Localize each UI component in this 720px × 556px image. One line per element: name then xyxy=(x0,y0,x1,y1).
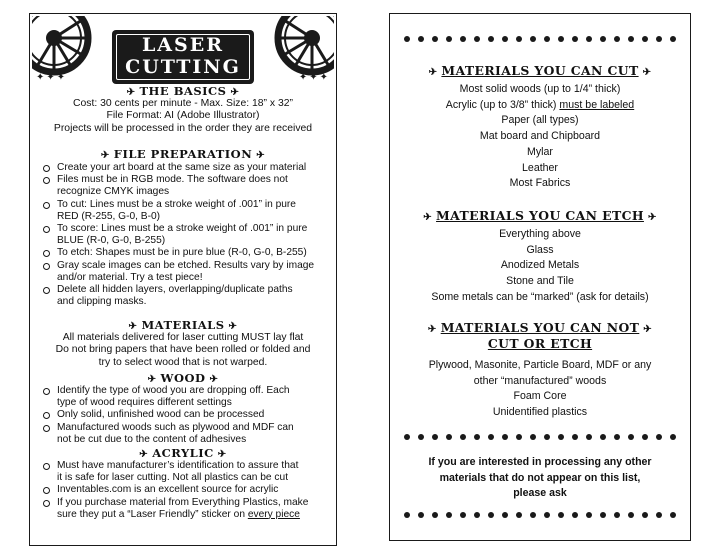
middle-dot-divider xyxy=(404,434,676,440)
plane-icon: ✈ xyxy=(228,321,238,332)
list-item: Most Fabrics xyxy=(509,177,571,190)
list-item: Acrylic (up to 3/8” thick) must be labeled xyxy=(445,98,635,111)
list-item: Create your art board at the same size as your material xyxy=(40,162,328,174)
plane-icon: ✈ xyxy=(147,374,157,385)
plane-icon: ✈ xyxy=(217,449,227,460)
acrylic-list xyxy=(40,460,328,521)
file-prep-list xyxy=(40,162,328,308)
banner-line-2: CUTTING xyxy=(125,56,241,78)
list-item: Files must be in RGB mode. The software does not recognize CMYK images xyxy=(40,174,328,198)
list-item: Must have manufacturer’s identification to assure that it is safe for laser cutting. Not all plastics can be cut xyxy=(40,460,328,484)
basics-line: Cost: 30 cents per minute - Max. Size: 18” x 32” xyxy=(72,98,294,109)
acrylic-title xyxy=(30,446,336,460)
wood-list xyxy=(40,385,328,446)
materials-title xyxy=(30,318,336,332)
closing-note xyxy=(390,455,690,502)
list-item: Everything above xyxy=(499,228,581,240)
materials-line: try to select wood that is not warped. xyxy=(98,356,268,368)
plane-icon: ✈ xyxy=(642,67,652,78)
materials-title-text: MATERIALS xyxy=(141,318,225,332)
wood-title xyxy=(30,371,336,385)
materials-line: All materials delivered for laser cutting MUST lay flat xyxy=(62,332,304,343)
list-item: Anodized Metals xyxy=(500,259,580,272)
plane-icon: ✈ xyxy=(230,87,240,98)
can-cut-title xyxy=(390,63,690,78)
cannot-title-line2 xyxy=(390,336,690,351)
laser-cutting-banner xyxy=(112,30,254,84)
note-line: materials that do not appear on this list, xyxy=(439,471,641,484)
plane-icon: ✈ xyxy=(423,212,433,223)
list-item: other “manufactured” woods xyxy=(473,374,607,387)
right-star-icon: ✦✦✦ xyxy=(298,72,330,83)
must-be-labeled-underlined: must be labeled xyxy=(559,98,635,111)
left-star-icon: ✦✦✦ xyxy=(36,72,68,83)
plane-icon: ✈ xyxy=(428,67,438,78)
list-item: Mat board and Chipboard xyxy=(479,130,601,143)
list-item: Gray scale images can be etched. Results vary by image and/or material. Try a test piece! xyxy=(40,260,328,284)
can-cut-title-text: MATERIALS YOU CAN CUT xyxy=(441,63,639,78)
plane-icon: ✈ xyxy=(128,321,138,332)
can-etch-title xyxy=(390,208,690,223)
plane-icon: ✈ xyxy=(100,150,110,161)
file-prep-title xyxy=(30,147,336,161)
list-item: Plywood, Masonite, Particle Board, MDF or any xyxy=(428,359,652,371)
plane-icon: ✈ xyxy=(427,324,437,335)
top-dot-divider xyxy=(404,36,676,42)
list-item: Foam Core xyxy=(513,390,567,403)
list-item: Most solid woods (up to 1/4” thick) xyxy=(459,83,621,95)
list-item: To etch: Shapes must be in pure blue (R-0, G-0, B-255) xyxy=(40,247,328,259)
list-item: Mylar xyxy=(527,145,553,158)
plane-icon: ✈ xyxy=(647,212,657,223)
list-item: Glass xyxy=(526,243,554,256)
basics-line: File Format: AI (Adobe Illustrator) xyxy=(106,110,260,122)
can-etch-list xyxy=(394,227,686,306)
basics-line: Projects will be processed in the order they are received xyxy=(53,122,313,134)
materials-text xyxy=(34,332,332,369)
plane-icon: ✈ xyxy=(256,150,266,161)
right-card xyxy=(389,13,691,541)
list-item: Unidentified plastics xyxy=(492,406,588,419)
list-item: Some metals can be “marked” (ask for details) xyxy=(431,290,649,303)
list-item: To cut: Lines must be a stroke weight of .001” in pure RED (R-255, G-0, B-0) xyxy=(40,199,328,223)
right-wagon-wheel-icon xyxy=(262,16,334,78)
cannot-title-line2-text: CUT OR ETCH xyxy=(487,336,593,351)
plane-icon: ✈ xyxy=(139,449,149,460)
wood-title-text: WOOD xyxy=(160,371,206,385)
list-item: To score: Lines must be a stroke weight of .001” in pure BLUE (R-0, G-0, B-255) xyxy=(40,223,328,247)
list-item: Leather xyxy=(522,161,558,174)
list-item: Inventables.com is an excellent source for acrylic xyxy=(40,484,328,496)
acrylic-title-text: ACRYLIC xyxy=(152,446,214,460)
note-line: If you are interested in processing any other xyxy=(428,456,652,468)
file-prep-title-text: FILE PREPARATION xyxy=(113,147,253,161)
basics-text xyxy=(34,98,332,135)
list-item: Paper (all types) xyxy=(501,114,579,127)
can-etch-title-text: MATERIALS YOU CAN ETCH xyxy=(436,208,644,223)
cannot-title-text: MATERIALS YOU CAN NOT xyxy=(440,320,640,335)
plane-icon: ✈ xyxy=(209,374,219,385)
basics-title-text: THE BASICS xyxy=(139,84,227,98)
cannot-list xyxy=(394,358,686,421)
list-item: Identify the type of wood you are dropping off. Each type of wood requires different settings xyxy=(40,385,328,409)
cannot-title xyxy=(390,320,690,335)
list-item: Manufactured woods such as plywood and MDF can not be cut due to the content of adhesives xyxy=(40,422,328,446)
can-cut-list xyxy=(394,82,686,192)
bottom-dot-divider xyxy=(404,512,676,518)
every-piece-underlined: every piece xyxy=(247,508,300,520)
list-item: If you purchase material from Everything Plastics, make sure they put a “Laser Friendly” sticker on every piece xyxy=(40,497,328,521)
list-item: Stone and Tile xyxy=(506,275,574,288)
note-line: please ask xyxy=(513,487,567,500)
left-wagon-wheel-icon xyxy=(32,16,104,78)
basics-title xyxy=(30,84,336,98)
plane-icon: ✈ xyxy=(126,87,136,98)
materials-line: Do not bring papers that have been rolled or folded and xyxy=(55,344,311,356)
plane-icon: ✈ xyxy=(643,324,653,335)
list-item: Only solid, unfinished wood can be processed xyxy=(40,409,328,421)
list-item: Delete all hidden layers, overlapping/duplicate paths and clipping masks. xyxy=(40,284,328,308)
left-card xyxy=(29,13,337,546)
banner-line-1: LASER xyxy=(141,34,225,56)
